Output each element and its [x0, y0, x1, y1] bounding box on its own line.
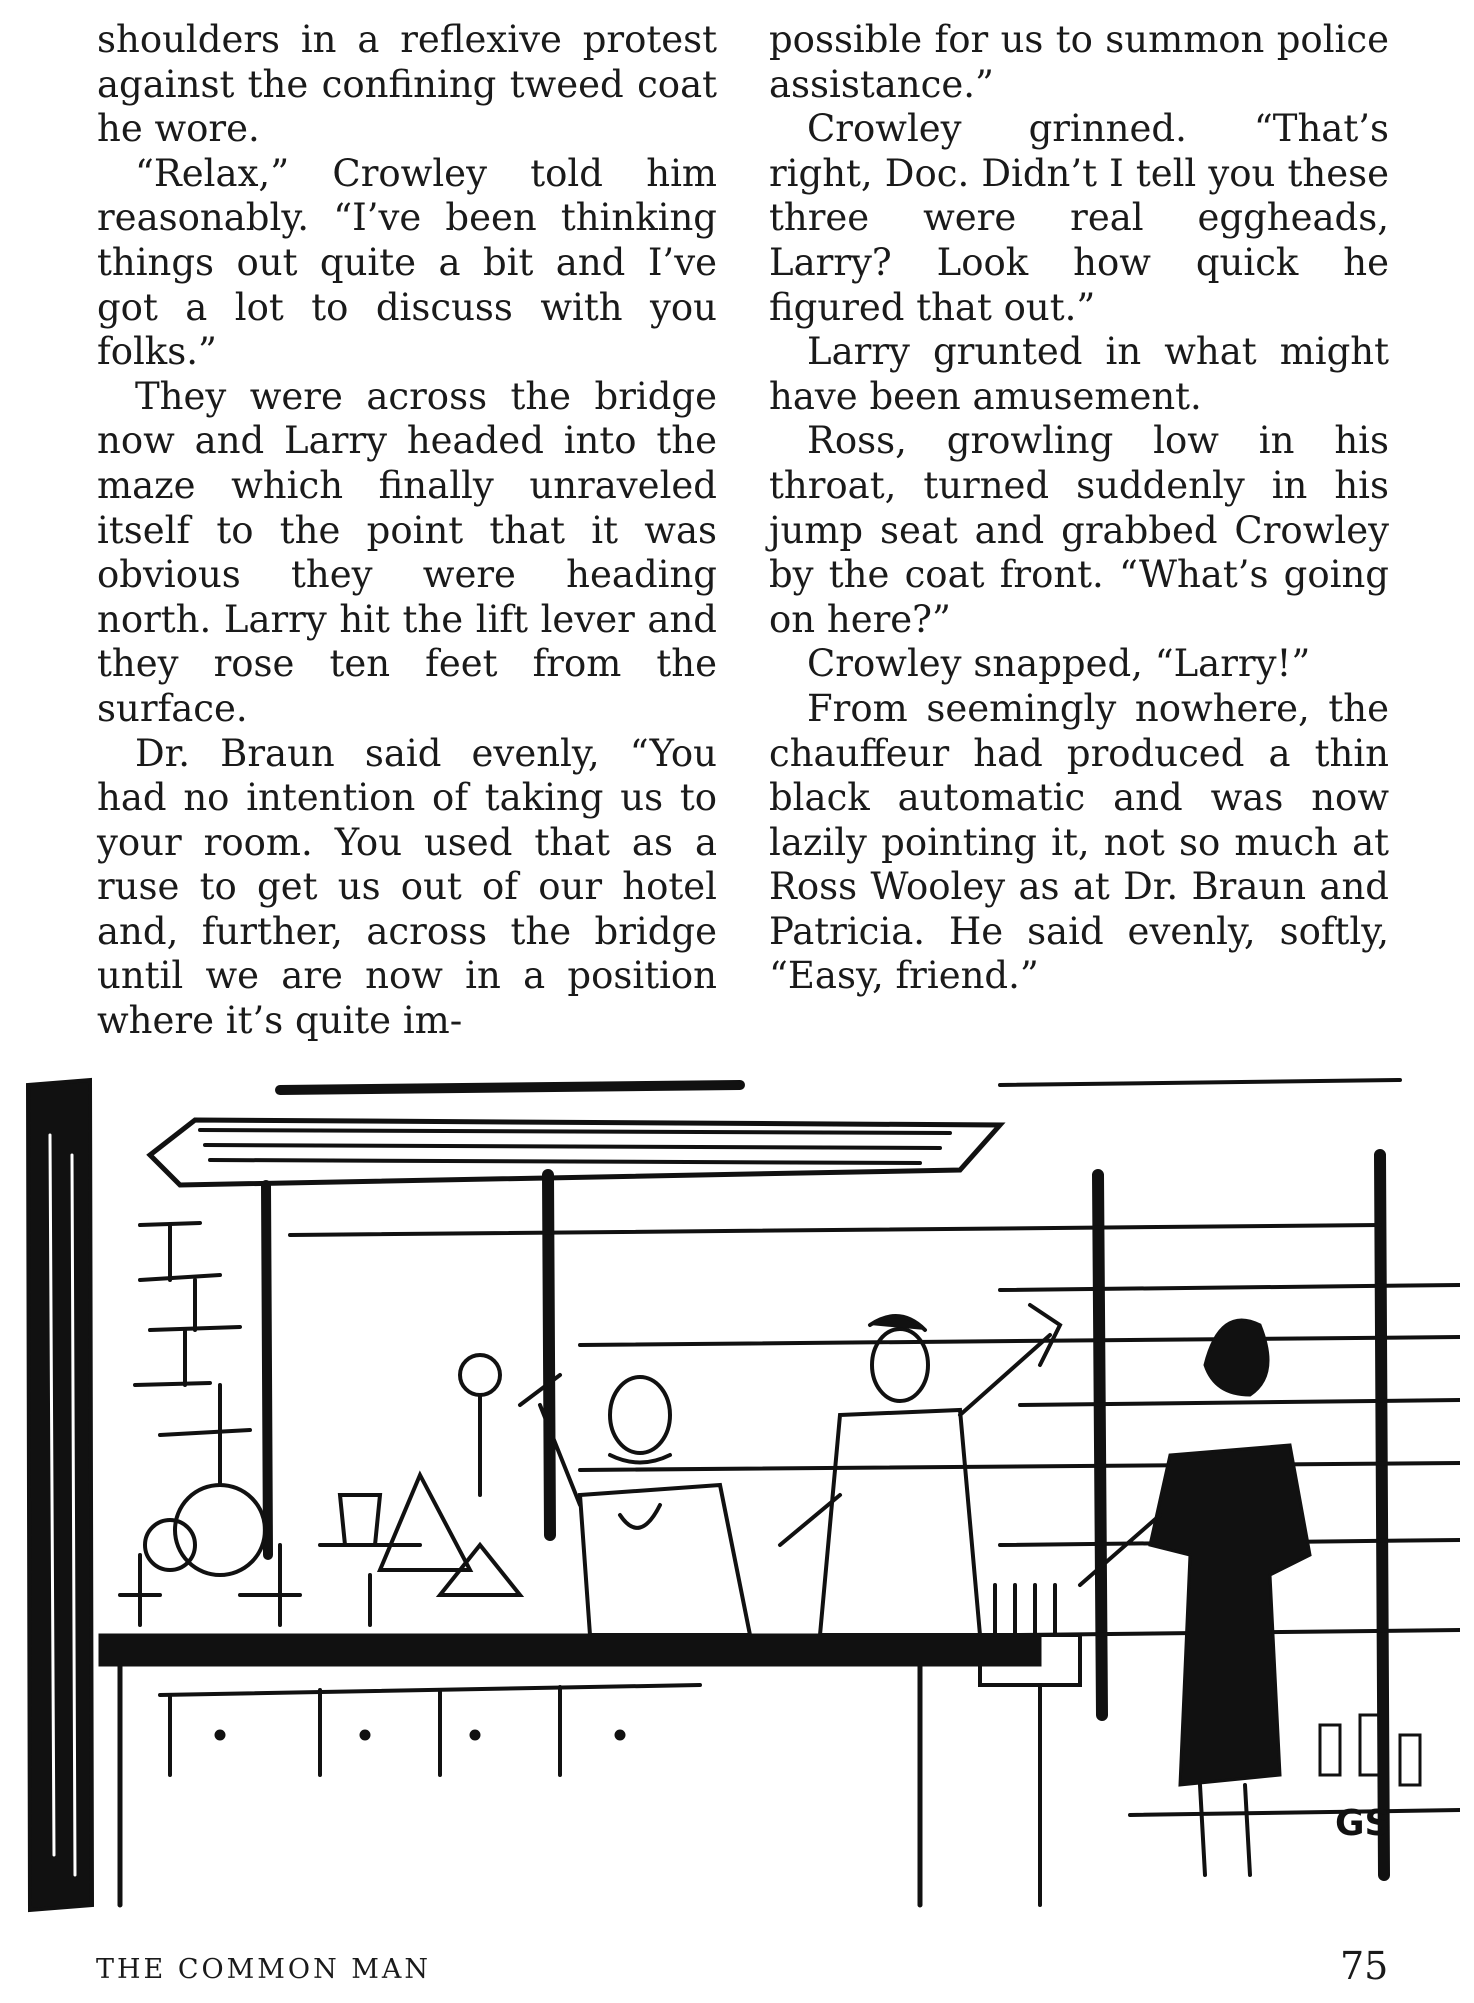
right-text-column: [769, 18, 1389, 999]
paragraph: Dr. Braun said evenly, “You had no intention of taking us to your room. You used that as a ruse to get us out of our hotel and, further, across the bridge until we are now in a position where it’s quite im-: [97, 731, 717, 1043]
page-number: 75: [1340, 1944, 1389, 1988]
test-tube-rack: [980, 1585, 1080, 1905]
artist-signature: GS: [1335, 1803, 1391, 1844]
paragraph: possible for us to summon police assistance.”: [769, 18, 1389, 106]
bottles: [1320, 1715, 1420, 1785]
paragraph: “Relax,” Crowley told him reasonably. “I’ve been thinking things out quite a bit and I’ve got a lot to discuss with you folks.”: [97, 151, 717, 374]
paragraph: They were across the bridge now and Larry headed into the maze which finally unraveled itself to the point that it was obvious they were heading north. Larry hit the lift lever and they rose ten feet from the surface.: [97, 374, 717, 730]
left-text-column: [97, 18, 717, 1044]
paragraph: Larry grunted in what might have been amusement.: [769, 330, 1389, 418]
laboratory-illustration: [20, 1075, 1460, 1915]
paragraph: From seemingly nowhere, the chauffeur had produced a thin black automatic and was now lazily pointing it, not so much at Ross Wooley as at Dr. Braun and Patricia. He said evenly, softly, “Easy, friend.”: [769, 686, 1389, 998]
paragraph: Crowley grinned. “That’s right, Doc. Didn’t I tell you these three were real eggheads, Larry? Look how quick he figured that out.”: [769, 107, 1389, 329]
paragraph: Crowley snapped, “Larry!”: [807, 642, 1311, 686]
glassware: [120, 1355, 520, 1625]
paragraph: Ross, growling low in his throat, turned suddenly in his jump seat and grabbed Crowley by the coat front. “What’s going on here?”: [769, 419, 1389, 641]
publication-name: THE COMMON MAN: [96, 1954, 432, 1985]
curtain-shape: [28, 1080, 92, 1910]
brick-wall: [135, 1223, 250, 1435]
overhead-hood: [150, 1085, 1000, 1185]
lab-bench: [100, 1635, 1040, 1905]
paragraph: shoulders in a reflexive protest against the confining tweed coat he wore.: [97, 18, 717, 151]
